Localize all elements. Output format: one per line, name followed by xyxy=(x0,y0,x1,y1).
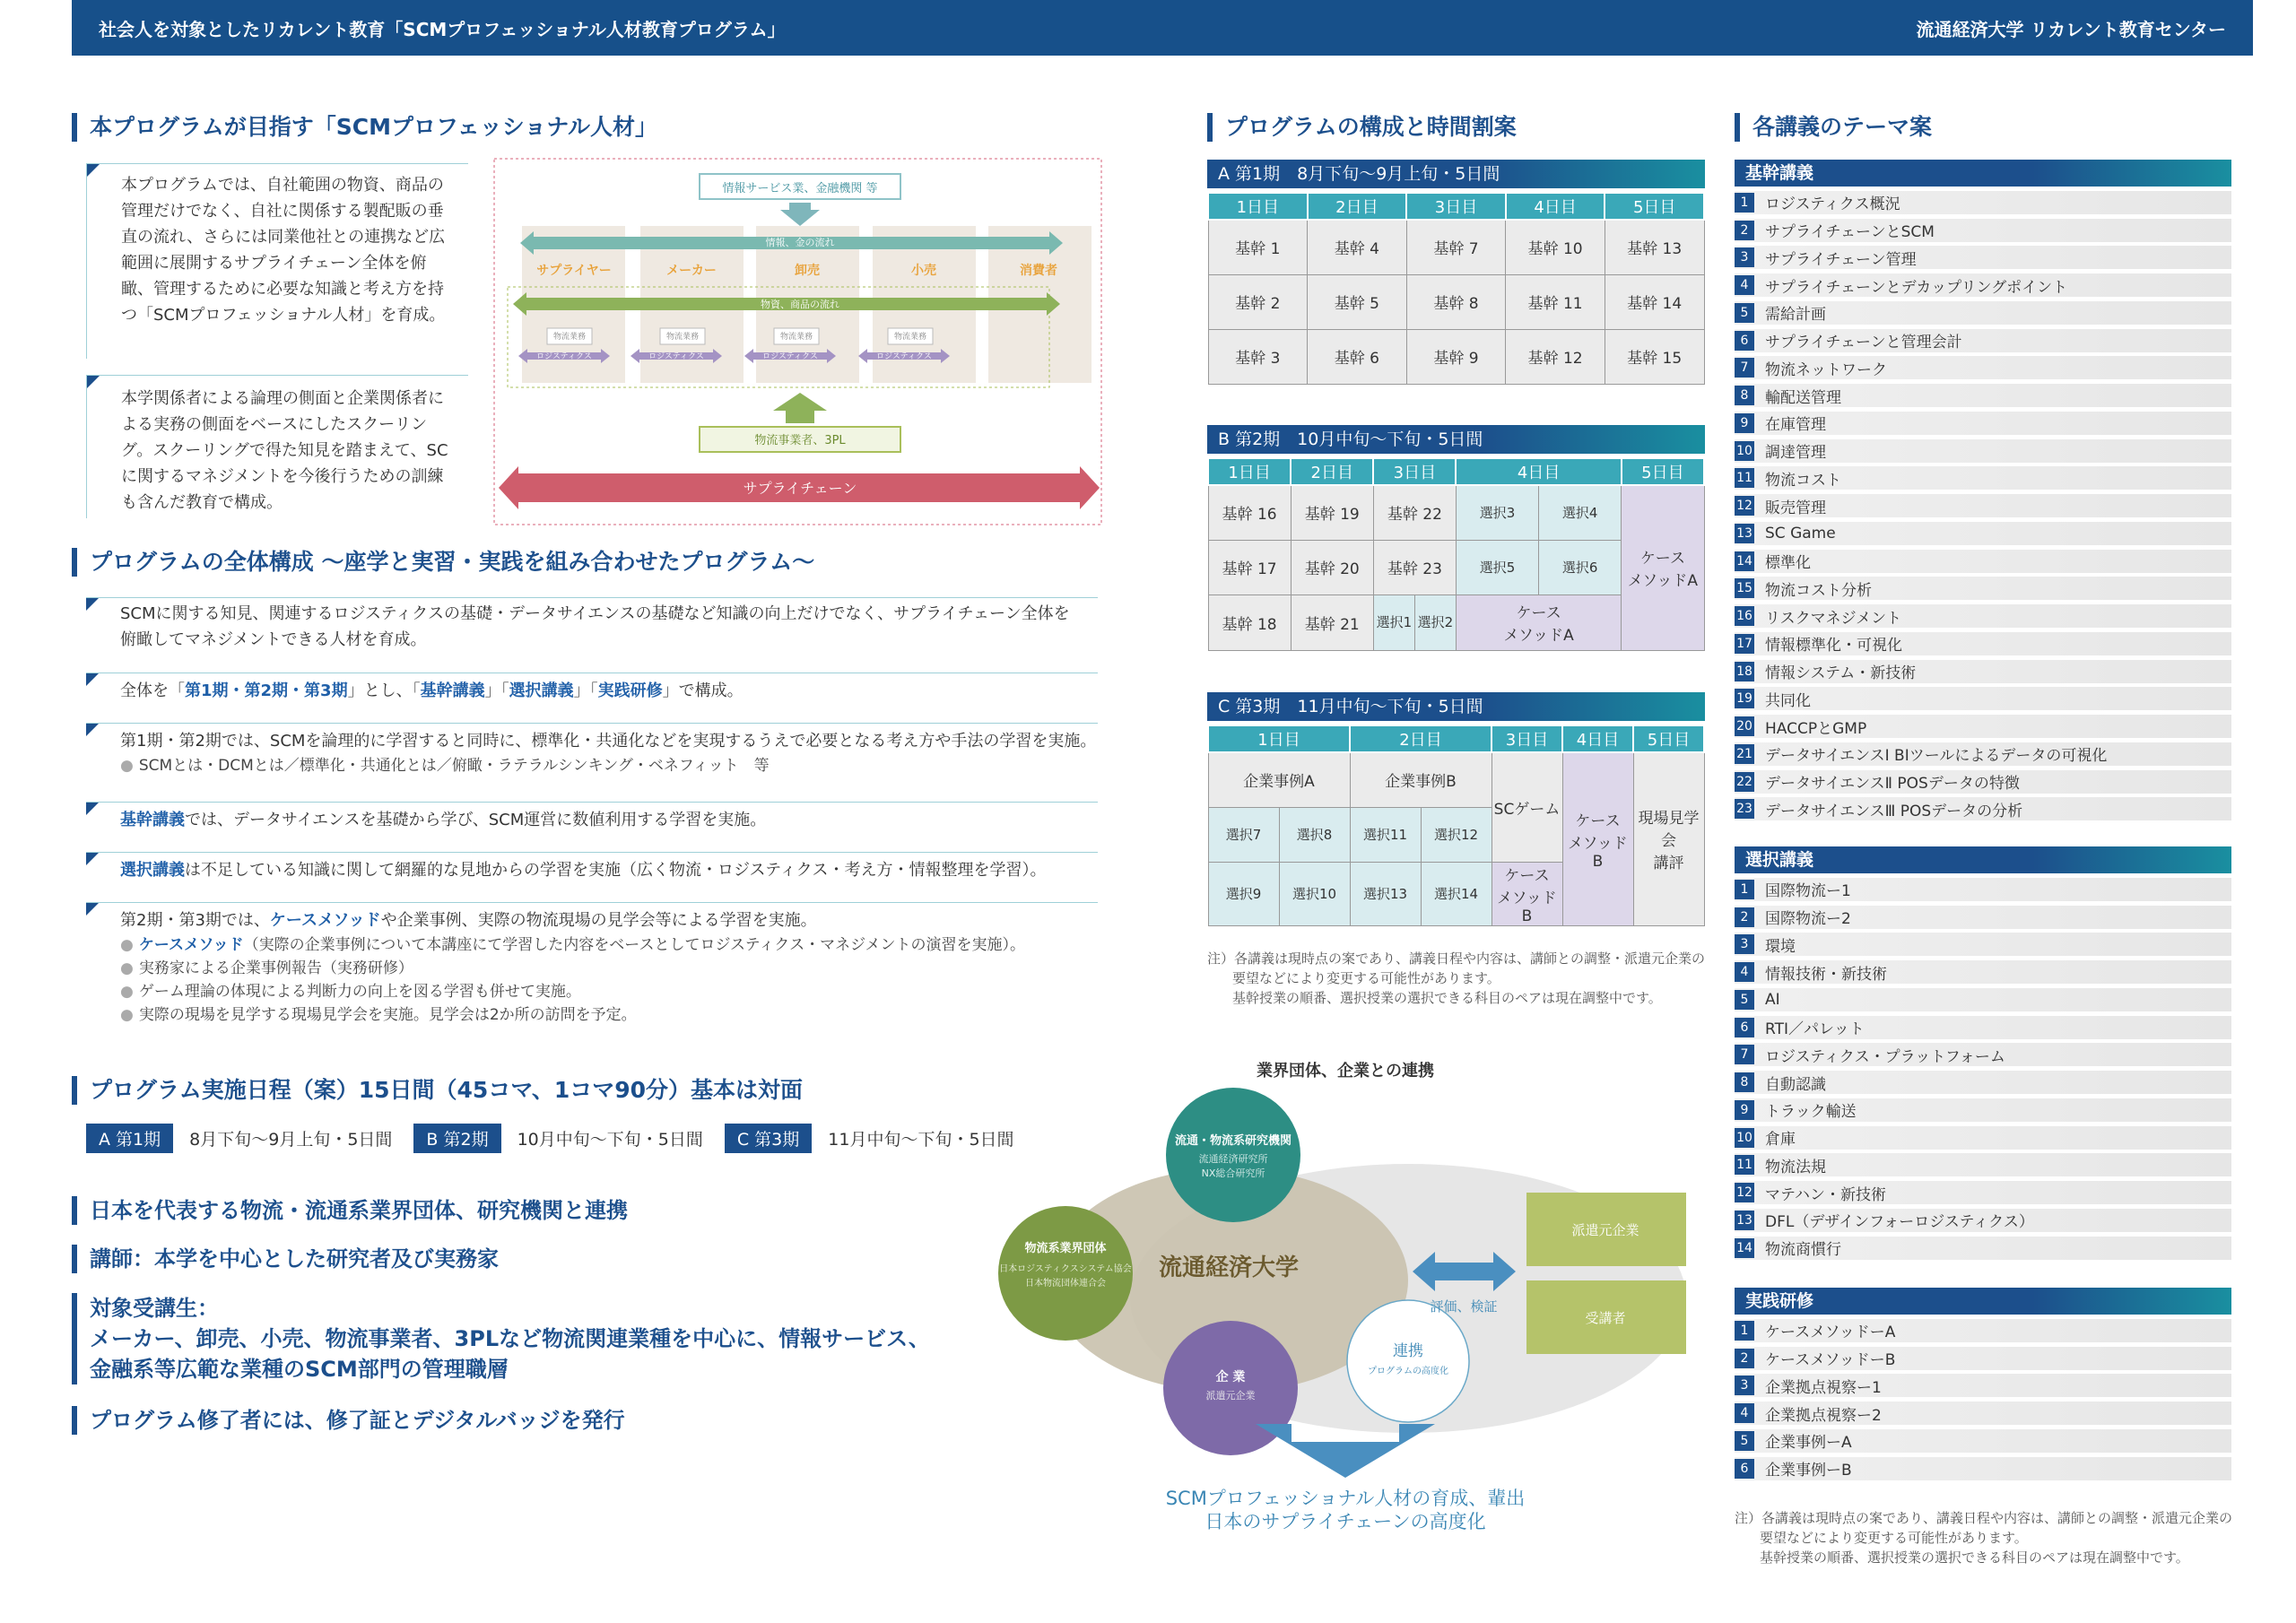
item-label: マテハン・新技術 xyxy=(1765,1185,1886,1204)
list-item xyxy=(1735,1209,2231,1232)
note-aim-2 xyxy=(86,375,467,518)
item-number: 6 xyxy=(1735,1459,1754,1479)
chain-consumer: 消費者 xyxy=(1020,264,1057,278)
structure-bullet-6a: ● ケースメソッド（実際の企業事例について本講座にて学習した内容をベースとしてロジスティクス・マネジメントの演習を実施）。 xyxy=(86,933,1098,957)
item-number: 2 xyxy=(1735,221,1754,240)
logi-label-4: ロジスティクス xyxy=(876,352,932,361)
item-number: 7 xyxy=(1735,1045,1754,1064)
item-label: 情報標準化・可視化 xyxy=(1765,637,1902,655)
list-item xyxy=(1735,301,2231,325)
item-number: 11 xyxy=(1735,468,1754,488)
venn-company-1: 派遣元企業 xyxy=(1205,1390,1256,1402)
item-number: 1 xyxy=(1735,880,1754,899)
list-item xyxy=(1735,550,2231,573)
supply-chain-label: サプライチェーン xyxy=(743,480,857,497)
core-lecture-list xyxy=(1735,160,2231,820)
item-label: 物流コスト分析 xyxy=(1765,581,1872,600)
certificate-title: プログラム修了者には、修了証とデジタルバッジを発行 xyxy=(72,1406,625,1435)
list-item xyxy=(1735,933,2231,956)
item-label: 需給計画 xyxy=(1765,306,1826,325)
structure-text-1b: 俯瞰してマネジメントできる人材を育成。 xyxy=(120,630,427,649)
biz-label-1: 物流業務 xyxy=(552,333,587,342)
item-number: 10 xyxy=(1735,441,1754,461)
item-label: ロジスティクス概況 xyxy=(1765,195,1900,214)
themes-note: 注）各講義は現時点の案であり、講義日程や内容は、講師との調整・派遣元企業の 要望などにより変更する可能性があります。 基幹授業の順番、選択授業の選択できる科目のペアは現在調整中です。 xyxy=(1735,1510,2233,1566)
timetable-c: C 第3期 11月中旬～下旬・5日間 1日目 2日目 3日目 4日目 5日目 企業事例A 企業事例B SCゲーム ケース メソッドB 現場見学会 講評 選択7 選択8 選択11 選択12 選択9 選択10 選択13 選択14 ケース メソッドB xyxy=(1207,692,1705,926)
item-number: 13 xyxy=(1735,524,1754,543)
section-title-structure: プログラムの全体構成 ～座学と実習・実践を組み合わせたプログラム～ xyxy=(72,548,814,577)
item-label: 標準化 xyxy=(1765,554,1811,572)
target-label: 対象受講生： xyxy=(90,1296,219,1321)
list-item xyxy=(1735,577,2231,600)
list-item xyxy=(1735,988,2231,1011)
item-number: 9 xyxy=(1735,1100,1754,1120)
item-label: 物流ネットワーク xyxy=(1765,360,1887,379)
flow-info-label: 情報、金の流れ xyxy=(765,237,835,248)
structure-note-6: 第2期・第3期では、ケースメソッドや企業事例、実際の物流現場の見学会等による学習を実施。 ● ケースメソッド（実際の企業事例について本講座にて学習した内容をベースとしてロジスティクス・マネジメントの演習を実施）。 ● 実務家による企業事例報告（実務研修） ● ゲーム理論の体現による判断力の向上を図る学習も併せて実施。 ● 実際の現場を見学する現場見学会を実施。見学会は2か所の訪問を予定。 xyxy=(86,902,1098,1042)
venn-link-2: プログラムの高度化 xyxy=(1368,1367,1448,1376)
structure-text-3: 第1期・第2期では、SCMを論理的に学習すると同時に、標準化・共通化などを実現するうえで必要となる考え方や手法の学習を実施。 xyxy=(120,732,1097,751)
term-core-2: 基幹講義 xyxy=(120,811,185,829)
chain-supplier: サプライヤー xyxy=(536,264,612,278)
list-item xyxy=(1735,687,2231,710)
period-c-tag: C 第3期 xyxy=(725,1124,812,1153)
item-number: 10 xyxy=(1735,1128,1754,1148)
timetable-b: B 第2期 10月中旬～下旬・5日間 1日目 2日目 3日目 4日目 5日目 基幹 16 基幹 19 基幹 22 選択3 選択4 ケース メソッドA 基幹 17 基幹 20 基幹 23 選択5 選択6 基幹 18 基幹 21 選択1 選択2 ケース メソッドA xyxy=(1207,425,1705,651)
list-item xyxy=(1735,439,2231,463)
list-item xyxy=(1735,219,2231,242)
item-number: 19 xyxy=(1735,689,1754,708)
item-number: 17 xyxy=(1735,634,1754,654)
item-label: 企業拠点視察ー2 xyxy=(1765,1406,1882,1425)
list-item xyxy=(1735,412,2231,435)
chain-maker: メーカー xyxy=(666,264,717,278)
collaboration-diagram xyxy=(996,1049,1695,1533)
list-item xyxy=(1735,1347,2231,1370)
item-number: 3 xyxy=(1735,1376,1754,1395)
list-item xyxy=(1735,1043,2231,1066)
item-label: 販売管理 xyxy=(1765,499,1826,517)
section-title-themes: 各講義のテーマ案 xyxy=(1735,113,1932,142)
structure-bullet-3: ● SCMとは・DCMとは／標準化・共通化とは／俯瞰・ラテラルシンキング・ベネフィット 等 xyxy=(86,754,1098,777)
chain-retail: 小売 xyxy=(911,264,936,278)
list-item xyxy=(1735,878,2231,901)
list-item xyxy=(1735,1181,2231,1204)
note-aim-1 xyxy=(86,163,467,359)
venn-industry-2: 日本物流団体連合会 xyxy=(1025,1279,1106,1289)
list-item xyxy=(1735,770,2231,794)
flow-goods-label: 物資、商品の流れ xyxy=(761,299,839,310)
logi-label-3: ロジスティクス xyxy=(762,352,818,361)
venn-dispatch: 派遣元企業 xyxy=(1571,1222,1639,1238)
item-number: 5 xyxy=(1735,303,1754,323)
list-item xyxy=(1735,1319,2231,1342)
timetable-note: 注）各講義は現時点の案であり、講義日程や内容は、講師との調整・派遣元企業の 要望などにより変更する可能性があります。 基幹授業の順番、選択授業の選択できる科目のペアは現在調整中です。 xyxy=(1207,950,1706,1006)
venn-research-2: NX総合研究所 xyxy=(1201,1167,1265,1179)
list-item xyxy=(1735,906,2231,929)
venn-center: 流通経済大学 xyxy=(1158,1254,1300,1281)
item-number: 22 xyxy=(1735,772,1754,792)
venn-research-1: 流通経済研究所 xyxy=(1198,1153,1268,1165)
logi-label-2: ロジスティクス xyxy=(648,352,704,361)
item-label: HACCPとGMP xyxy=(1765,719,1867,738)
item-label: データサイエンスⅠ BIツールによるデータの可視化 xyxy=(1765,747,2108,766)
list-item xyxy=(1735,246,2231,269)
elective-lecture-head: 選択講義 xyxy=(1735,846,2231,873)
list-item xyxy=(1735,329,2231,352)
practice-list xyxy=(1735,1288,2231,1480)
core-lecture-head: 基幹講義 xyxy=(1735,160,2231,187)
item-number: 8 xyxy=(1735,386,1754,405)
item-label: 企業拠点視察ー1 xyxy=(1765,1378,1882,1397)
header-title: 社会人を対象としたリカレント教育「SCMプロフェッショナル人材教育プログラム」 xyxy=(99,18,786,40)
list-item xyxy=(1735,191,2231,214)
item-label: 情報システム・新技術 xyxy=(1765,664,1917,682)
biz-label-4: 物流業務 xyxy=(893,333,927,342)
collab-title: 日本を代表する物流・流通系業界団体、研究機関と連携 xyxy=(72,1196,628,1225)
list-item xyxy=(1735,356,2231,379)
venn-company: 企 業 xyxy=(1215,1370,1246,1384)
item-label: 共同化 xyxy=(1765,691,1811,710)
venn-title: 業界団体、企業との連携 xyxy=(1257,1062,1434,1081)
item-number: 12 xyxy=(1735,1183,1754,1202)
item-number: 4 xyxy=(1735,1403,1754,1423)
venn-outcome-2: 日本のサプライチェーンの高度化 xyxy=(1205,1511,1486,1532)
item-number: 9 xyxy=(1735,413,1754,433)
item-label: サプライチェーンとSCM xyxy=(1765,223,1935,241)
item-label: SC Game xyxy=(1765,524,1836,542)
target-line-1: メーカー、卸売、小売、物流事業者、3PLなど物流関連業種を中心に、情報サービス、 xyxy=(90,1326,930,1351)
list-item xyxy=(1735,1402,2231,1425)
timetable-a: A 第1期 8月下旬～9月上旬・5日間 1日目 2日目 3日目 4日目 5日目 基幹 1 基幹 4 基幹 7 基幹 10 基幹 13 基幹 2 基幹 5 基幹 8 基幹 11 基幹 14 基幹 3 基幹 6 基幹 9 基幹 12 基幹 15 xyxy=(1207,160,1705,385)
item-label: 国際物流ー2 xyxy=(1765,910,1851,928)
item-label: 物流法規 xyxy=(1765,1158,1826,1176)
item-label: ロジスティクス・プラットフォーム xyxy=(1765,1047,2005,1066)
item-number: 21 xyxy=(1735,744,1754,764)
item-label: リスクマネジメント xyxy=(1765,609,1902,628)
list-item xyxy=(1735,1457,2231,1480)
item-label: サプライチェーンと管理会計 xyxy=(1765,334,1962,352)
elective-lecture-list xyxy=(1735,846,2231,1260)
item-number: 16 xyxy=(1735,606,1754,626)
list-item xyxy=(1735,1153,2231,1176)
item-label: 自動認識 xyxy=(1765,1075,1826,1094)
item-label: 物流商慣行 xyxy=(1765,1241,1841,1259)
item-number: 2 xyxy=(1735,1349,1754,1368)
section-title-timetable: プログラムの構成と時間割案 xyxy=(1207,113,1517,142)
list-item xyxy=(1735,494,2231,517)
section-title-schedule: プログラム実施日程（案）15日間（45コマ、1コマ90分）基本は対面 xyxy=(72,1076,803,1105)
structure-bullet-6d: ● 実際の現場を見学する現場見学会を実施。見学会は2か所の訪問を予定。 xyxy=(86,1003,1098,1027)
list-item xyxy=(1735,1374,2231,1397)
item-label: データサイエンスⅢ POSデータの分析 xyxy=(1765,802,2023,820)
item-label: 情報技術・新技術 xyxy=(1765,965,1887,984)
structure-note-4: 基幹講義では、データサイエンスを基礎から学び、SCM運営に数値利用する学習を実施。 xyxy=(86,802,1098,841)
list-item xyxy=(1735,1071,2231,1094)
list-item xyxy=(1735,1429,2231,1453)
venn-link: 連携 xyxy=(1393,1342,1423,1360)
item-label: 企業事例ーA xyxy=(1765,1434,1852,1453)
period-c-dates: 11月中旬～下旬・5日間 xyxy=(828,1130,1014,1150)
venn-outcome-1: SCMプロフェッショナル人材の育成、輩出 xyxy=(1165,1488,1526,1509)
list-item xyxy=(1735,1098,2231,1122)
list-item xyxy=(1735,1237,2231,1260)
structure-note-1 xyxy=(86,597,1098,662)
period-b-dates: 10月中旬～下旬・5日間 xyxy=(517,1130,703,1150)
term-elective-2: 選択講義 xyxy=(120,861,185,880)
structure-bullet-6b: ● 実務家による企業事例報告（実務研修） xyxy=(86,957,1098,980)
timetable-c-head: C 第3期 11月中旬～下旬・5日間 xyxy=(1207,692,1705,721)
item-number: 11 xyxy=(1735,1155,1754,1175)
item-label: 国際物流ー1 xyxy=(1765,882,1851,901)
target-line-2: 金融系等広範な業種のSCM部門の管理職層 xyxy=(90,1357,509,1382)
header-org: 流通経済大学 リカレント教育センター xyxy=(1916,18,2226,40)
list-item xyxy=(1735,660,2231,683)
timetable-b-head: B 第2期 10月中旬～下旬・5日間 xyxy=(1207,425,1705,454)
item-number: 14 xyxy=(1735,1238,1754,1258)
venn-eval: 評価、検証 xyxy=(1430,1298,1498,1315)
venn-student: 受講者 xyxy=(1585,1310,1626,1326)
list-item xyxy=(1735,715,2231,738)
section-title-aim: 本プログラムが目指す「SCMプロフェッショナル人材」 xyxy=(72,113,657,142)
item-label: 環境 xyxy=(1765,937,1796,956)
item-number: 12 xyxy=(1735,496,1754,516)
item-number: 23 xyxy=(1735,799,1754,819)
item-number: 1 xyxy=(1735,193,1754,213)
term-periods: 第1期・第2期・第3期 xyxy=(185,681,348,700)
period-b-tag: B 第2期 xyxy=(413,1124,500,1153)
list-item xyxy=(1735,384,2231,407)
chain-wholesale: 卸売 xyxy=(795,264,820,278)
term-core: 基幹講義 xyxy=(420,681,485,700)
item-label: AI xyxy=(1765,990,1780,1009)
item-number: 5 xyxy=(1735,1431,1754,1451)
item-number: 20 xyxy=(1735,716,1754,736)
item-number: 14 xyxy=(1735,551,1754,571)
item-number: 6 xyxy=(1735,331,1754,351)
item-number: 18 xyxy=(1735,662,1754,681)
list-item xyxy=(1735,1016,2231,1039)
venn-industry: 物流系業界団体 xyxy=(1024,1242,1107,1255)
item-label: トラック輸送 xyxy=(1765,1103,1857,1122)
item-label: RTI／パレット xyxy=(1765,1020,1865,1038)
item-number: 4 xyxy=(1735,275,1754,295)
item-label: ケースメソッドーA xyxy=(1765,1324,1896,1342)
item-label: ケースメソッドーB xyxy=(1765,1351,1896,1369)
structure-note-3 xyxy=(86,723,1098,794)
term-elective: 選択講義 xyxy=(509,681,574,700)
item-number: 3 xyxy=(1735,247,1754,267)
item-label: 倉庫 xyxy=(1765,1131,1796,1149)
item-label: サプライチェーンとデカップリングポイント xyxy=(1765,278,2068,297)
venn-industry-1: 日本ロジスティクスシステム協会 xyxy=(999,1264,1132,1274)
item-number: 1 xyxy=(1735,1321,1754,1341)
item-label: 企業事例ーB xyxy=(1765,1462,1852,1480)
structure-text-1a: SCMに関する知見、関連するロジスティクスの基礎・データサイエンスの基礎など知識の向上だけでなく、サプライチェーン全体を xyxy=(120,604,1070,623)
item-number: 6 xyxy=(1735,1018,1754,1037)
term-case: ケースメソッド xyxy=(269,911,381,930)
biz-label-2: 物流業務 xyxy=(665,333,700,342)
item-number: 5 xyxy=(1735,990,1754,1010)
list-item xyxy=(1735,273,2231,297)
item-number: 4 xyxy=(1735,962,1754,982)
item-label: データサイエンスⅡ POSデータの特徴 xyxy=(1765,775,2020,793)
term-practice: 実践研修 xyxy=(597,681,663,700)
aim-text-2: 本学関係者による論理の側面と企業関係者による実務の側面をベースにしたスクーリング。スクーリングで得た知見を踏まえて、SCに関するマネジメントを今後行うための訓練も含んだ教育で構成。 xyxy=(121,389,448,512)
item-label: 在庫管理 xyxy=(1765,416,1826,435)
practice-head: 実践研修 xyxy=(1735,1288,2231,1315)
logi-label-1: ロジスティクス xyxy=(536,352,592,361)
item-number: 13 xyxy=(1735,1211,1754,1230)
list-item xyxy=(1735,604,2231,628)
biz-label-3: 物流業務 xyxy=(779,333,813,342)
item-label: 物流コスト xyxy=(1765,471,1841,490)
aim-text-1: 本プログラムでは、自社範囲の物資、商品の管理だけでなく、自社に関係する製配販の垂直の流れ、さらには同業他社との連携など広範囲に展開するサプライチェーン全体を俯瞰、管理するために必要な知識と考え方を持つ「SCMプロフェッショナル人材」を育成。 xyxy=(121,176,446,325)
supply-chain-diagram xyxy=(493,158,1103,527)
list-item xyxy=(1735,742,2231,766)
info-service-label: 情報サービス業、金融機関 等 xyxy=(722,182,878,195)
item-number: 3 xyxy=(1735,934,1754,954)
timetable-a-head: A 第1期 8月下旬～9月上旬・5日間 xyxy=(1207,160,1705,188)
item-number: 15 xyxy=(1735,578,1754,598)
period-a-tag: A 第1期 xyxy=(86,1124,173,1153)
structure-note-5: 選択講義は不足している知識に関して網羅的な見地からの学習を実施（広く物流・ロジスティクス・考え方・情報整理を学習）。 xyxy=(86,852,1098,891)
item-number: 2 xyxy=(1735,907,1754,927)
structure-note-2: 全体を「第1期・第2期・第3期」とし、「基幹講義」「選択講義」「実践研修」で構成。 xyxy=(86,673,1098,714)
item-number: 7 xyxy=(1735,358,1754,378)
list-item xyxy=(1735,466,2231,490)
item-label: 輸配送管理 xyxy=(1765,388,1841,407)
list-item xyxy=(1735,522,2231,545)
header-bar xyxy=(72,0,2253,56)
list-item xyxy=(1735,960,2231,984)
target-block xyxy=(72,1293,930,1384)
list-item xyxy=(1735,1126,2231,1150)
list-item xyxy=(1735,632,2231,655)
item-label: DFL（デザインフォーロジスティクス） xyxy=(1765,1213,2034,1232)
structure-bullet-6c: ● ゲーム理論の体現による判断力の向上を図る学習も併せて実施。 xyxy=(86,980,1098,1003)
venn-research: 流通・物流系研究機関 xyxy=(1174,1134,1292,1148)
item-label: サプライチェーン管理 xyxy=(1765,250,1917,269)
list-item xyxy=(1735,797,2231,820)
lsp-label: 物流事業者、3PL xyxy=(754,434,846,447)
item-label: 調達管理 xyxy=(1765,444,1826,462)
schedule-row xyxy=(86,1124,1014,1153)
period-a-dates: 8月下旬～9月上旬・5日間 xyxy=(189,1130,393,1150)
item-number: 8 xyxy=(1735,1072,1754,1092)
instructor-title: 講師：本学を中心とした研究者及び実務家 xyxy=(72,1245,499,1273)
